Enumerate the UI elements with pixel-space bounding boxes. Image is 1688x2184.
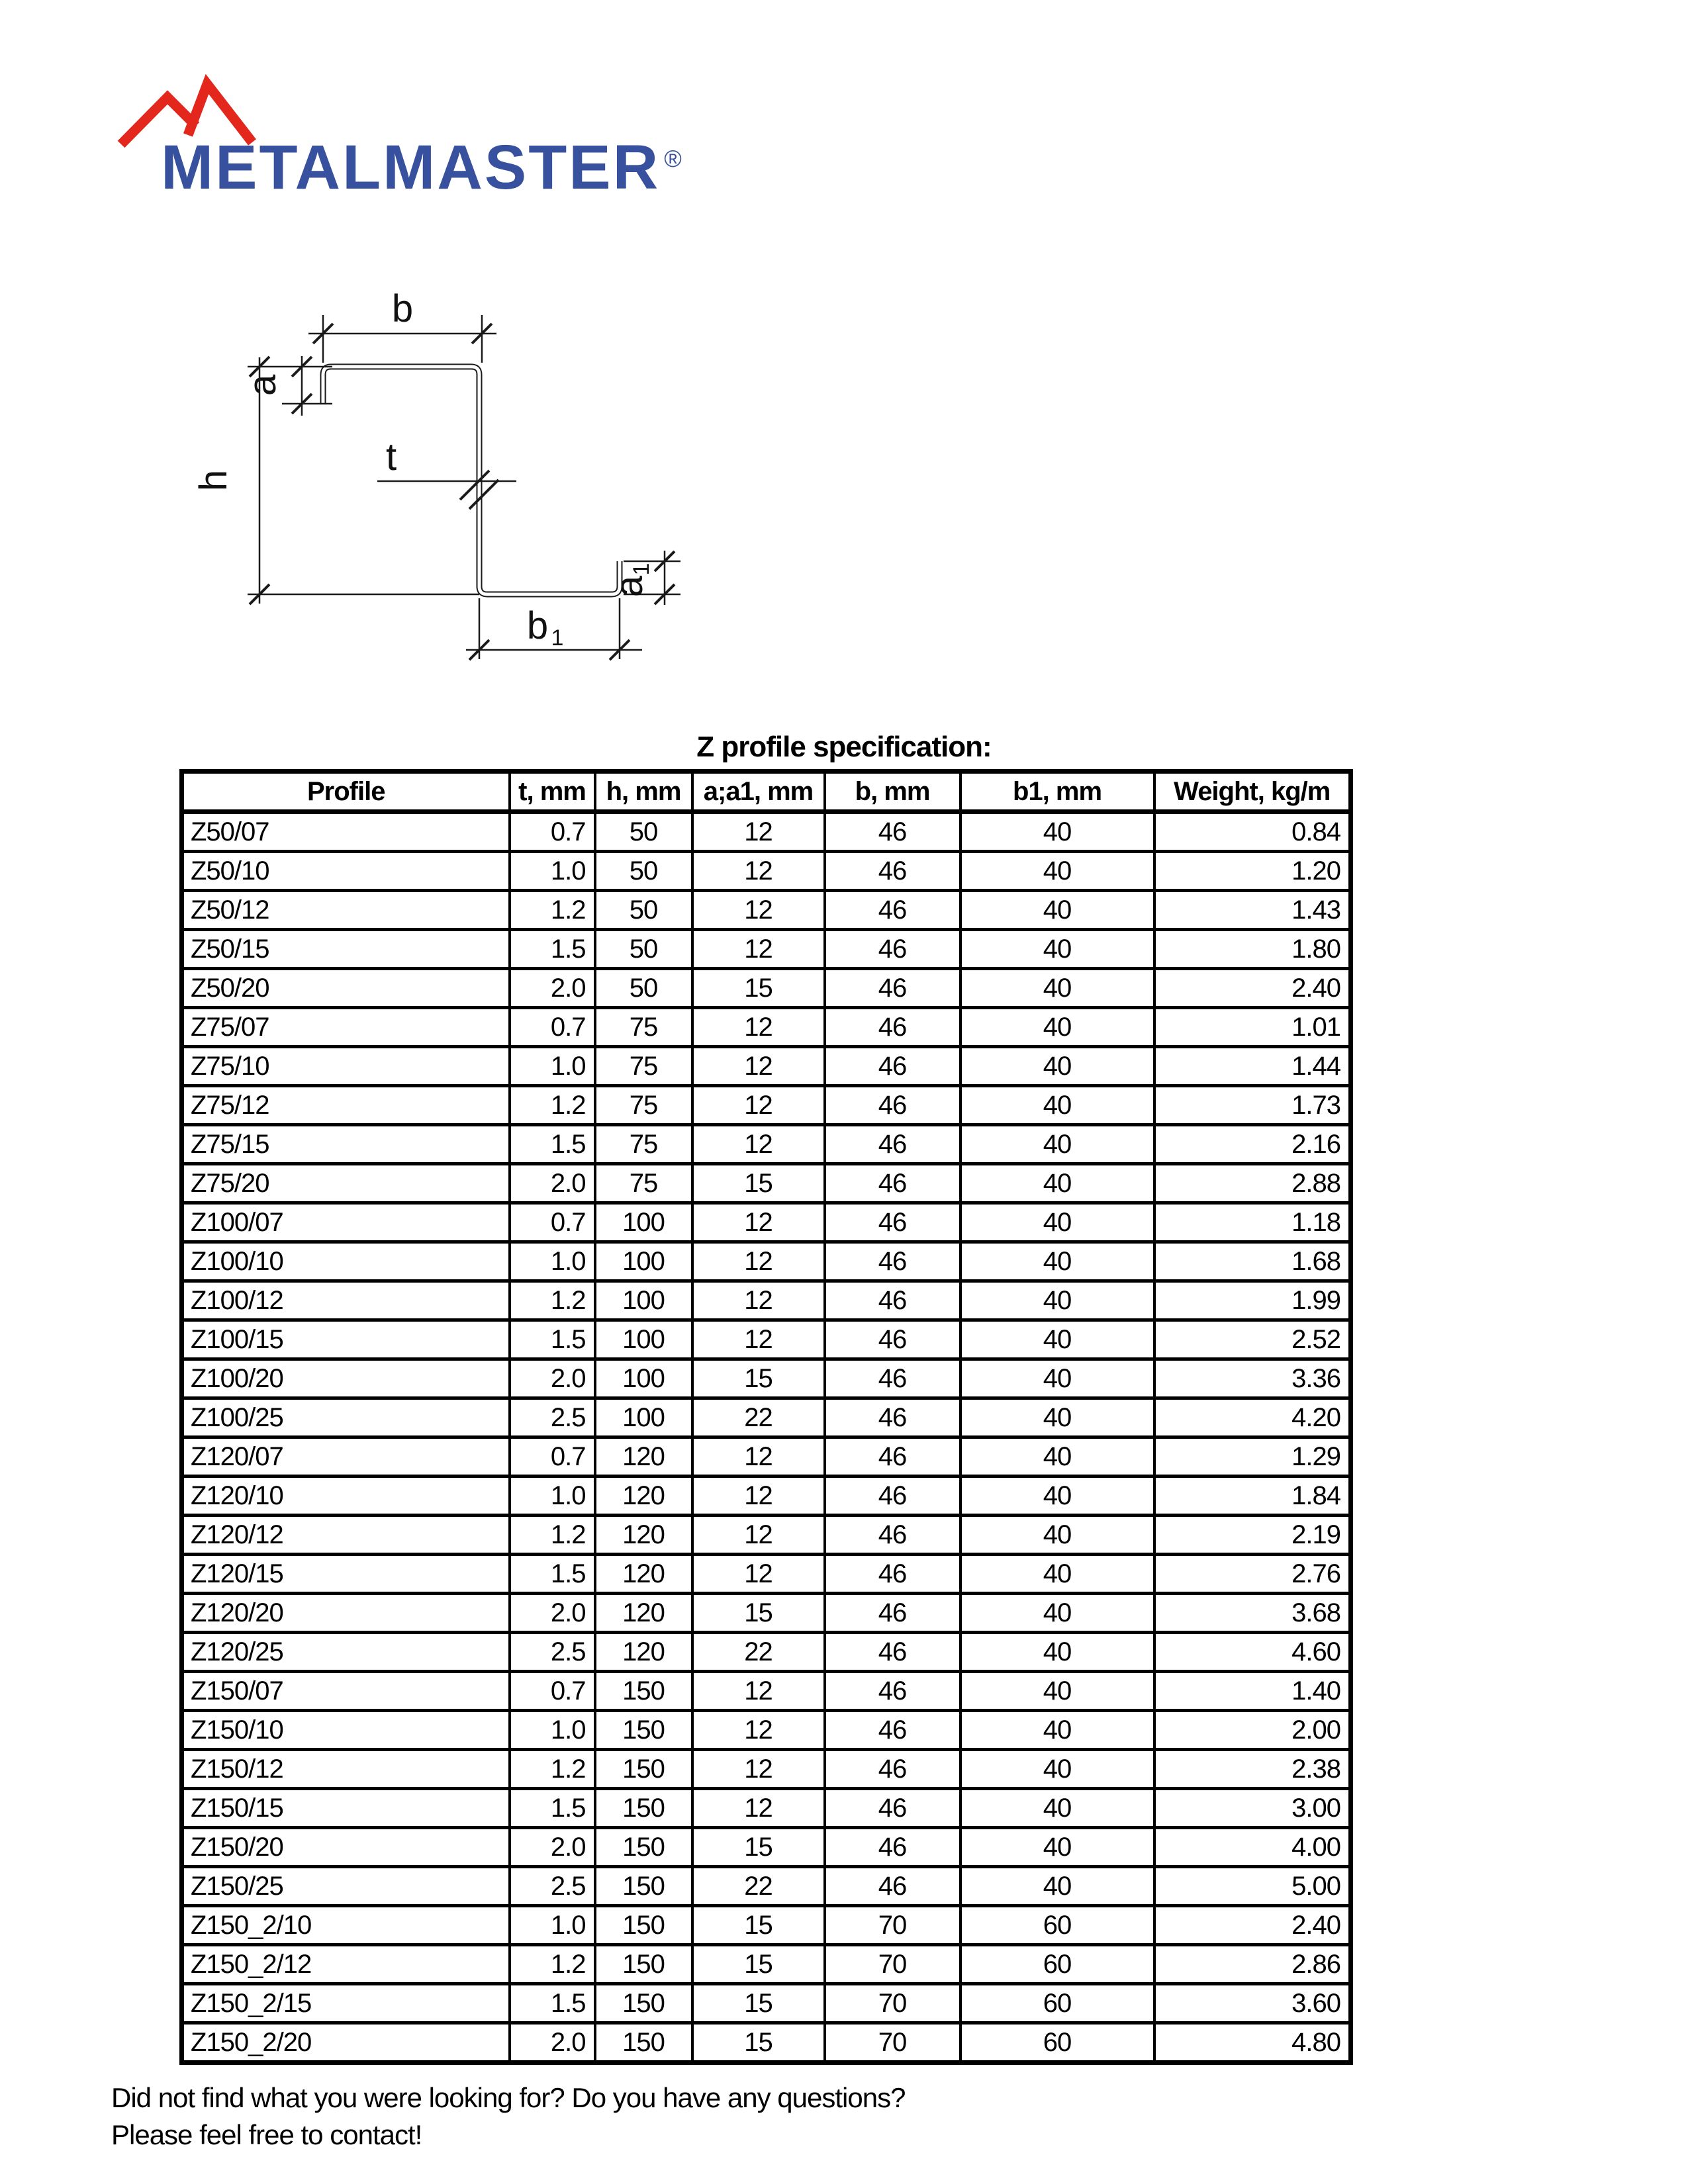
cell-b1: 60: [961, 1906, 1154, 1945]
cell-b1: 40: [961, 1672, 1154, 1711]
dim-label-b: b: [391, 287, 414, 330]
cell-t: 1.0: [510, 852, 595, 891]
table-header-row: [182, 772, 1351, 812]
cell-t: 2.0: [510, 1828, 595, 1867]
cell-profile: Z100/07: [182, 1203, 510, 1242]
cell-a_a1: 15: [692, 1359, 825, 1398]
cell-t: 1.0: [510, 1047, 595, 1086]
cell-b1: 40: [961, 1242, 1154, 1281]
cell-a_a1: 12: [692, 1008, 825, 1047]
cell-a_a1: 12: [692, 1789, 825, 1828]
cell-b: 46: [825, 1750, 961, 1789]
cell-b: 46: [825, 1555, 961, 1594]
cell-b: 46: [825, 1281, 961, 1320]
table-row: [182, 1750, 1351, 1789]
table-row: [182, 1594, 1351, 1633]
cell-b1: 60: [961, 1945, 1154, 1984]
cell-t: 1.5: [510, 1125, 595, 1164]
cell-a_a1: 12: [692, 1711, 825, 1750]
cell-a_a1: 12: [692, 1555, 825, 1594]
cell-profile: Z75/07: [182, 1008, 510, 1047]
cell-a_a1: 12: [692, 1242, 825, 1281]
cell-t: 2.0: [510, 1594, 595, 1633]
cell-b1: 40: [961, 1281, 1154, 1320]
cell-b: 46: [825, 1086, 961, 1125]
cell-b1: 40: [961, 1008, 1154, 1047]
cell-weight: 2.86: [1154, 1945, 1351, 1984]
cell-b1: 40: [961, 1437, 1154, 1477]
registered-trademark-icon: ®: [664, 145, 682, 173]
dim-label-b1: b: [526, 604, 549, 647]
cell-h: 150: [595, 1750, 692, 1789]
dim-label-a: a: [241, 374, 284, 396]
cell-profile: Z150_2/12: [182, 1945, 510, 1984]
table-row: [182, 1398, 1351, 1437]
dim-label-b1-sub: 1: [551, 625, 564, 651]
cell-weight: 1.20: [1154, 852, 1351, 891]
footer-question-line: Did not find what you were looking for? Do you have any questions?: [111, 2082, 906, 2113]
cell-weight: 1.99: [1154, 1281, 1351, 1320]
cell-h: 100: [595, 1398, 692, 1437]
table-row: [182, 1945, 1351, 1984]
cell-t: 0.7: [510, 1203, 595, 1242]
cell-b: 46: [825, 1047, 961, 1086]
cell-weight: 4.80: [1154, 2023, 1351, 2063]
cell-a_a1: 12: [692, 1320, 825, 1359]
cell-h: 120: [595, 1555, 692, 1594]
table-row: [182, 1984, 1351, 2023]
cell-b: 70: [825, 1984, 961, 2023]
cell-b1: 40: [961, 852, 1154, 891]
col-header-profile: Profile: [182, 772, 510, 812]
cell-profile: Z150/25: [182, 1867, 510, 1906]
table-row: [182, 1789, 1351, 1828]
cell-a_a1: 15: [692, 1594, 825, 1633]
col-header-t: t, mm: [510, 772, 595, 812]
cell-b: 46: [825, 1711, 961, 1750]
cell-t: 1.0: [510, 1906, 595, 1945]
cell-b: 46: [825, 1516, 961, 1555]
cell-profile: Z50/20: [182, 969, 510, 1008]
table-row: [182, 1555, 1351, 1594]
table-row: [182, 1047, 1351, 1086]
cell-b1: 40: [961, 1477, 1154, 1516]
cell-profile: Z120/25: [182, 1633, 510, 1672]
cell-a_a1: 12: [692, 1477, 825, 1516]
cell-a_a1: 22: [692, 1633, 825, 1672]
cell-profile: Z150_2/15: [182, 1984, 510, 2023]
cell-b: 46: [825, 1203, 961, 1242]
cell-h: 150: [595, 2023, 692, 2063]
cell-t: 1.2: [510, 1750, 595, 1789]
cell-h: 75: [595, 1125, 692, 1164]
cell-b: 46: [825, 1125, 961, 1164]
cell-a_a1: 12: [692, 1047, 825, 1086]
col-header-b1: b1, mm: [961, 772, 1154, 812]
cell-t: 1.2: [510, 1516, 595, 1555]
cell-weight: 1.40: [1154, 1672, 1351, 1711]
cell-weight: 4.00: [1154, 1828, 1351, 1867]
cell-b: 46: [825, 1477, 961, 1516]
cell-t: 1.2: [510, 1945, 595, 1984]
cell-b1: 40: [961, 1555, 1154, 1594]
cell-weight: 1.68: [1154, 1242, 1351, 1281]
cell-b1: 40: [961, 969, 1154, 1008]
cell-b: 46: [825, 1789, 961, 1828]
cell-h: 150: [595, 1672, 692, 1711]
table-row: [182, 1320, 1351, 1359]
table-row: [182, 969, 1351, 1008]
table-row: [182, 1672, 1351, 1711]
cell-b: 70: [825, 1906, 961, 1945]
cell-h: 150: [595, 1906, 692, 1945]
cell-profile: Z150_2/20: [182, 2023, 510, 2063]
cell-weight: 2.52: [1154, 1320, 1351, 1359]
table-row: [182, 1008, 1351, 1047]
cell-b: 46: [825, 1008, 961, 1047]
cell-h: 150: [595, 1789, 692, 1828]
cell-h: 150: [595, 1828, 692, 1867]
cell-b1: 40: [961, 930, 1154, 969]
cell-profile: Z150/07: [182, 1672, 510, 1711]
table-row: [182, 2023, 1351, 2063]
cell-b1: 40: [961, 1633, 1154, 1672]
cell-b1: 40: [961, 1398, 1154, 1437]
cell-h: 50: [595, 852, 692, 891]
cell-b: 46: [825, 1242, 961, 1281]
cell-h: 50: [595, 891, 692, 930]
cell-h: 120: [595, 1437, 692, 1477]
cell-a_a1: 12: [692, 1672, 825, 1711]
cell-b1: 40: [961, 1359, 1154, 1398]
brand-wordmark: METALMASTER: [161, 132, 661, 203]
table-body: [182, 812, 1351, 2063]
table-row: [182, 1437, 1351, 1477]
cell-b: 46: [825, 1594, 961, 1633]
table-row: [182, 1906, 1351, 1945]
dim-label-a1: a: [608, 575, 651, 598]
cell-b1: 40: [961, 1789, 1154, 1828]
cell-b: 46: [825, 1828, 961, 1867]
cell-h: 100: [595, 1281, 692, 1320]
cell-t: 1.0: [510, 1242, 595, 1281]
cell-profile: Z100/12: [182, 1281, 510, 1320]
table-title: Z profile specification:: [696, 731, 992, 763]
cell-b1: 40: [961, 1750, 1154, 1789]
cell-t: 2.5: [510, 1633, 595, 1672]
table-row: [182, 1203, 1351, 1242]
z-profile-diagram: [185, 251, 715, 662]
table-row: [182, 1516, 1351, 1555]
cell-b: 46: [825, 969, 961, 1008]
cell-b: 46: [825, 930, 961, 969]
cell-h: 75: [595, 1008, 692, 1047]
dim-label-h: h: [192, 469, 235, 492]
table-row: [182, 852, 1351, 891]
cell-h: 75: [595, 1164, 692, 1203]
cell-h: 100: [595, 1242, 692, 1281]
cell-b: 70: [825, 2023, 961, 2063]
cell-b: 46: [825, 891, 961, 930]
cell-h: 120: [595, 1516, 692, 1555]
cell-h: 50: [595, 930, 692, 969]
cell-b1: 40: [961, 1320, 1154, 1359]
cell-b1: 40: [961, 1125, 1154, 1164]
cell-profile: Z120/12: [182, 1516, 510, 1555]
cell-h: 50: [595, 969, 692, 1008]
cell-b: 46: [825, 852, 961, 891]
cell-profile: Z100/15: [182, 1320, 510, 1359]
cell-a_a1: 15: [692, 1906, 825, 1945]
cell-t: 1.5: [510, 1555, 595, 1594]
table-row: [182, 1242, 1351, 1281]
cell-profile: Z120/10: [182, 1477, 510, 1516]
cell-b1: 40: [961, 1086, 1154, 1125]
cell-b: 46: [825, 812, 961, 852]
cell-t: 1.5: [510, 1984, 595, 2023]
cell-a_a1: 12: [692, 1437, 825, 1477]
cell-t: 1.2: [510, 1281, 595, 1320]
cell-b1: 60: [961, 2023, 1154, 2063]
cell-a_a1: 12: [692, 1750, 825, 1789]
cell-a_a1: 15: [692, 1945, 825, 1984]
table-row: [182, 1164, 1351, 1203]
cell-profile: Z50/12: [182, 891, 510, 930]
cell-weight: 2.19: [1154, 1516, 1351, 1555]
footer-contact-line: Please feel free to contact!: [111, 2119, 422, 2150]
z-profile-spec-table: [179, 769, 1353, 2065]
cell-t: 1.2: [510, 891, 595, 930]
cell-a_a1: 12: [692, 812, 825, 852]
table-row: [182, 891, 1351, 930]
cell-t: 1.0: [510, 1711, 595, 1750]
cell-h: 150: [595, 1945, 692, 1984]
cell-profile: Z150/10: [182, 1711, 510, 1750]
cell-profile: Z150/12: [182, 1750, 510, 1789]
cell-a_a1: 12: [692, 891, 825, 930]
spec-table-container: [179, 769, 1353, 2065]
cell-b1: 40: [961, 1047, 1154, 1086]
table-row: [182, 1477, 1351, 1516]
table-row: [182, 1281, 1351, 1320]
cell-profile: Z50/15: [182, 930, 510, 969]
table-row: [182, 812, 1351, 852]
cell-a_a1: 12: [692, 1125, 825, 1164]
table-row: [182, 930, 1351, 969]
cell-t: 0.7: [510, 1008, 595, 1047]
cell-profile: Z120/20: [182, 1594, 510, 1633]
cell-profile: Z50/10: [182, 852, 510, 891]
cell-a_a1: 15: [692, 1828, 825, 1867]
cell-b: 46: [825, 1672, 961, 1711]
cell-a_a1: 12: [692, 930, 825, 969]
cell-b1: 40: [961, 1516, 1154, 1555]
cell-profile: Z75/10: [182, 1047, 510, 1086]
cell-weight: 5.00: [1154, 1867, 1351, 1906]
cell-a_a1: 15: [692, 969, 825, 1008]
cell-profile: Z100/20: [182, 1359, 510, 1398]
cell-b1: 40: [961, 1203, 1154, 1242]
cell-b1: 40: [961, 1867, 1154, 1906]
cell-a_a1: 22: [692, 1398, 825, 1437]
cell-profile: Z75/12: [182, 1086, 510, 1125]
cell-weight: 1.44: [1154, 1047, 1351, 1086]
cell-b1: 40: [961, 812, 1154, 852]
cell-profile: Z150/15: [182, 1789, 510, 1828]
cell-weight: 2.40: [1154, 1906, 1351, 1945]
cell-profile: Z50/07: [182, 812, 510, 852]
cell-weight: 3.36: [1154, 1359, 1351, 1398]
cell-h: 120: [595, 1477, 692, 1516]
cell-weight: 2.88: [1154, 1164, 1351, 1203]
table-row: [182, 1828, 1351, 1867]
cell-weight: 4.60: [1154, 1633, 1351, 1672]
dim-label-t: t: [385, 435, 397, 478]
cell-a_a1: 15: [692, 2023, 825, 2063]
cell-weight: 1.18: [1154, 1203, 1351, 1242]
cell-weight: 0.84: [1154, 812, 1351, 852]
cell-weight: 2.00: [1154, 1711, 1351, 1750]
cell-b: 46: [825, 1633, 961, 1672]
cell-a_a1: 15: [692, 1984, 825, 2023]
cell-weight: 4.20: [1154, 1398, 1351, 1437]
cell-weight: 3.60: [1154, 1984, 1351, 2023]
table-row: [182, 1711, 1351, 1750]
cell-b1: 60: [961, 1984, 1154, 2023]
table-row: [182, 1086, 1351, 1125]
cell-h: 75: [595, 1086, 692, 1125]
cell-weight: 1.84: [1154, 1477, 1351, 1516]
cell-t: 2.5: [510, 1398, 595, 1437]
cell-a_a1: 15: [692, 1164, 825, 1203]
cell-weight: 1.01: [1154, 1008, 1351, 1047]
cell-weight: 2.76: [1154, 1555, 1351, 1594]
table-row: [182, 1125, 1351, 1164]
cell-b: 70: [825, 1945, 961, 1984]
cell-profile: Z150/20: [182, 1828, 510, 1867]
cell-a_a1: 12: [692, 1516, 825, 1555]
cell-weight: 2.16: [1154, 1125, 1351, 1164]
cell-a_a1: 12: [692, 1203, 825, 1242]
cell-t: 0.7: [510, 1672, 595, 1711]
cell-b1: 40: [961, 1711, 1154, 1750]
cell-weight: 3.68: [1154, 1594, 1351, 1633]
cell-weight: 1.43: [1154, 891, 1351, 930]
cell-t: 0.7: [510, 812, 595, 852]
cell-t: 2.0: [510, 1359, 595, 1398]
cell-h: 100: [595, 1359, 692, 1398]
cell-b: 46: [825, 1320, 961, 1359]
col-header-weight: Weight, kg/m: [1154, 772, 1351, 812]
cell-profile: Z100/25: [182, 1398, 510, 1437]
cell-b1: 40: [961, 1828, 1154, 1867]
cell-a_a1: 12: [692, 1086, 825, 1125]
cell-b: 46: [825, 1359, 961, 1398]
cell-a_a1: 22: [692, 1867, 825, 1906]
cell-t: 1.5: [510, 1789, 595, 1828]
cell-t: 1.5: [510, 1320, 595, 1359]
col-header-a-a1: a;a1, mm: [692, 772, 825, 812]
col-header-b: b, mm: [825, 772, 961, 812]
cell-t: 1.5: [510, 930, 595, 969]
table-row: [182, 1633, 1351, 1672]
cell-h: 100: [595, 1203, 692, 1242]
cell-b: 46: [825, 1867, 961, 1906]
cell-b: 46: [825, 1437, 961, 1477]
dim-label-a1-sub: 1: [629, 563, 654, 576]
cell-h: 120: [595, 1594, 692, 1633]
col-header-h: h, mm: [595, 772, 692, 812]
cell-b1: 40: [961, 1594, 1154, 1633]
cell-a_a1: 12: [692, 1281, 825, 1320]
cell-t: 1.0: [510, 1477, 595, 1516]
cell-b: 46: [825, 1398, 961, 1437]
cell-t: 1.2: [510, 1086, 595, 1125]
cell-a_a1: 12: [692, 852, 825, 891]
cell-b: 46: [825, 1164, 961, 1203]
cell-h: 50: [595, 812, 692, 852]
cell-profile: Z120/15: [182, 1555, 510, 1594]
cell-h: 150: [595, 1984, 692, 2023]
cell-b1: 40: [961, 891, 1154, 930]
cell-h: 150: [595, 1711, 692, 1750]
cell-profile: Z150_2/10: [182, 1906, 510, 1945]
cell-profile: Z100/10: [182, 1242, 510, 1281]
table-row: [182, 1359, 1351, 1398]
cell-t: 2.0: [510, 969, 595, 1008]
brand-name: [161, 132, 682, 203]
cell-weight: 2.40: [1154, 969, 1351, 1008]
table-row: [182, 1867, 1351, 1906]
cell-weight: 3.00: [1154, 1789, 1351, 1828]
cell-profile: Z75/15: [182, 1125, 510, 1164]
cell-t: 0.7: [510, 1437, 595, 1477]
cell-t: 2.0: [510, 1164, 595, 1203]
cell-profile: Z120/07: [182, 1437, 510, 1477]
cell-profile: Z75/20: [182, 1164, 510, 1203]
cell-b1: 40: [961, 1164, 1154, 1203]
cell-t: 2.0: [510, 2023, 595, 2063]
cell-weight: 1.29: [1154, 1437, 1351, 1477]
cell-h: 75: [595, 1047, 692, 1086]
cell-h: 100: [595, 1320, 692, 1359]
cell-h: 150: [595, 1867, 692, 1906]
cell-h: 120: [595, 1633, 692, 1672]
cell-t: 2.5: [510, 1867, 595, 1906]
cell-weight: 1.80: [1154, 930, 1351, 969]
cell-weight: 1.73: [1154, 1086, 1351, 1125]
cell-weight: 2.38: [1154, 1750, 1351, 1789]
